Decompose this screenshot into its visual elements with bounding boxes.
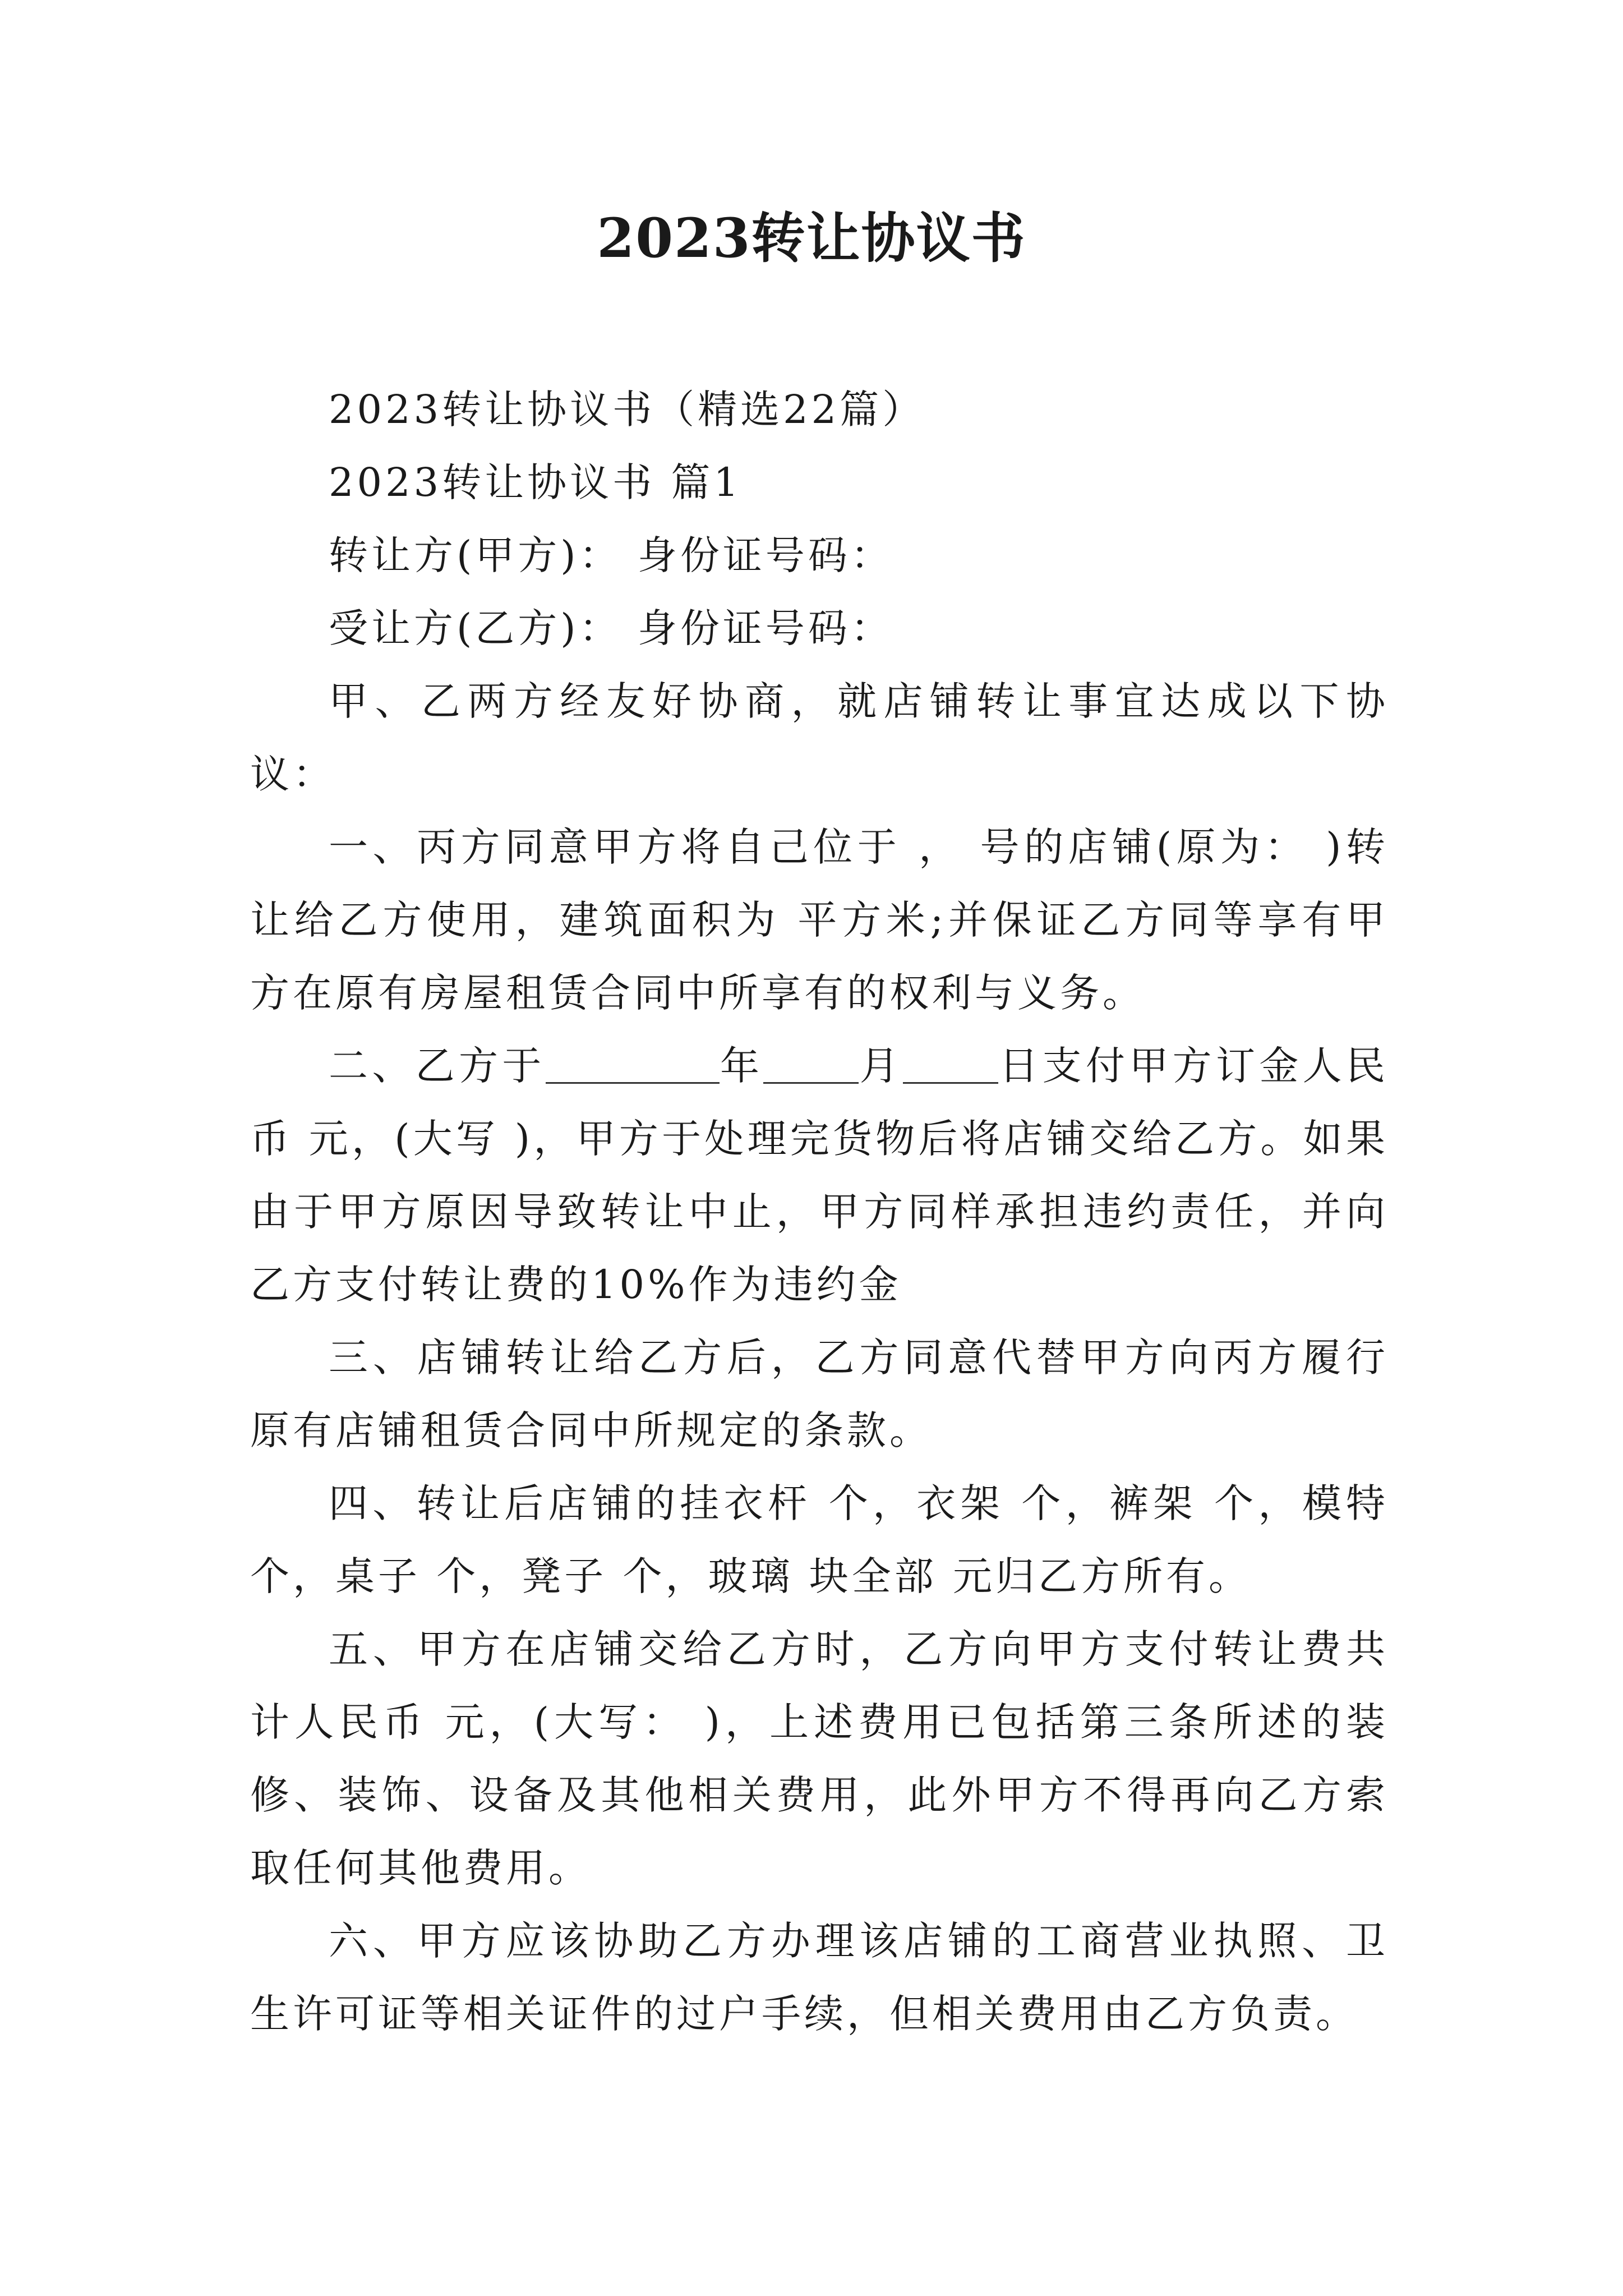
section-heading: 2023转让协议书 篇1 xyxy=(329,459,742,505)
transferee-line: 受让方(乙方)： 身份证号码： xyxy=(329,605,893,651)
document-title: 2023转让协议书 xyxy=(597,206,1026,270)
clause-3: 三、店铺转让给乙方后，乙方同意代替甲方向丙方履行原有店铺租赁合同中所规定的条款。 xyxy=(250,1335,1389,1453)
document-subtitle: 2023转让协议书（精选22篇） xyxy=(329,386,925,432)
month-blank xyxy=(763,1043,859,1084)
clause-2-lead: 二、乙方于 xyxy=(329,1043,546,1089)
month-label: 月 xyxy=(859,1043,903,1089)
transferor-line: 转让方(甲方)： 身份证号码： xyxy=(329,532,893,578)
intro-paragraph: 甲、乙两方经友好协商，就店铺转让事宜达成以下协议： xyxy=(250,678,1389,797)
clause-5: 五、甲方在店铺交给乙方时，乙方向甲方支付转让费共计人民币 元，(大写： )，上述费用已包括第三条所述的装修、装饰、设备及其他相关费用，此外甲方不得再向乙方索取任何其他费用。 xyxy=(250,1626,1389,1891)
document-body xyxy=(250,373,1389,2050)
clause-2 xyxy=(250,1029,1389,1321)
clause-4: 四、转让后店铺的挂衣杆 个，衣架 个，裤架 个，模特 个，桌子 个，凳子 个，玻璃 块全部 元归乙方所有。 xyxy=(250,1480,1389,1599)
year-label: 年 xyxy=(719,1043,764,1089)
clause-1: 一、丙方同意甲方将自己位于 ， 号的店铺(原为： )转让给乙方使用，建筑面积为 平方米;并保证乙方同等享有甲方在原有房屋租赁合同中所享有的权利与义务。 xyxy=(250,824,1389,1016)
day-blank xyxy=(903,1043,998,1084)
clause-6: 六、甲方应该协助乙方办理该店铺的工商营业执照、卫生许可证等相关证件的过户手续，但相关费用由乙方负责。 xyxy=(250,1918,1389,2037)
clause-2-rest: 日支付甲方订金人民币 元，(大写 )，甲方于处理完货物后将店铺交给乙方。如果由于甲方原因导致转让中止，甲方同样承担违约责任，并向乙方支付转让费的10%作为违约金 xyxy=(250,1043,1389,1308)
year-blank xyxy=(546,1043,720,1084)
